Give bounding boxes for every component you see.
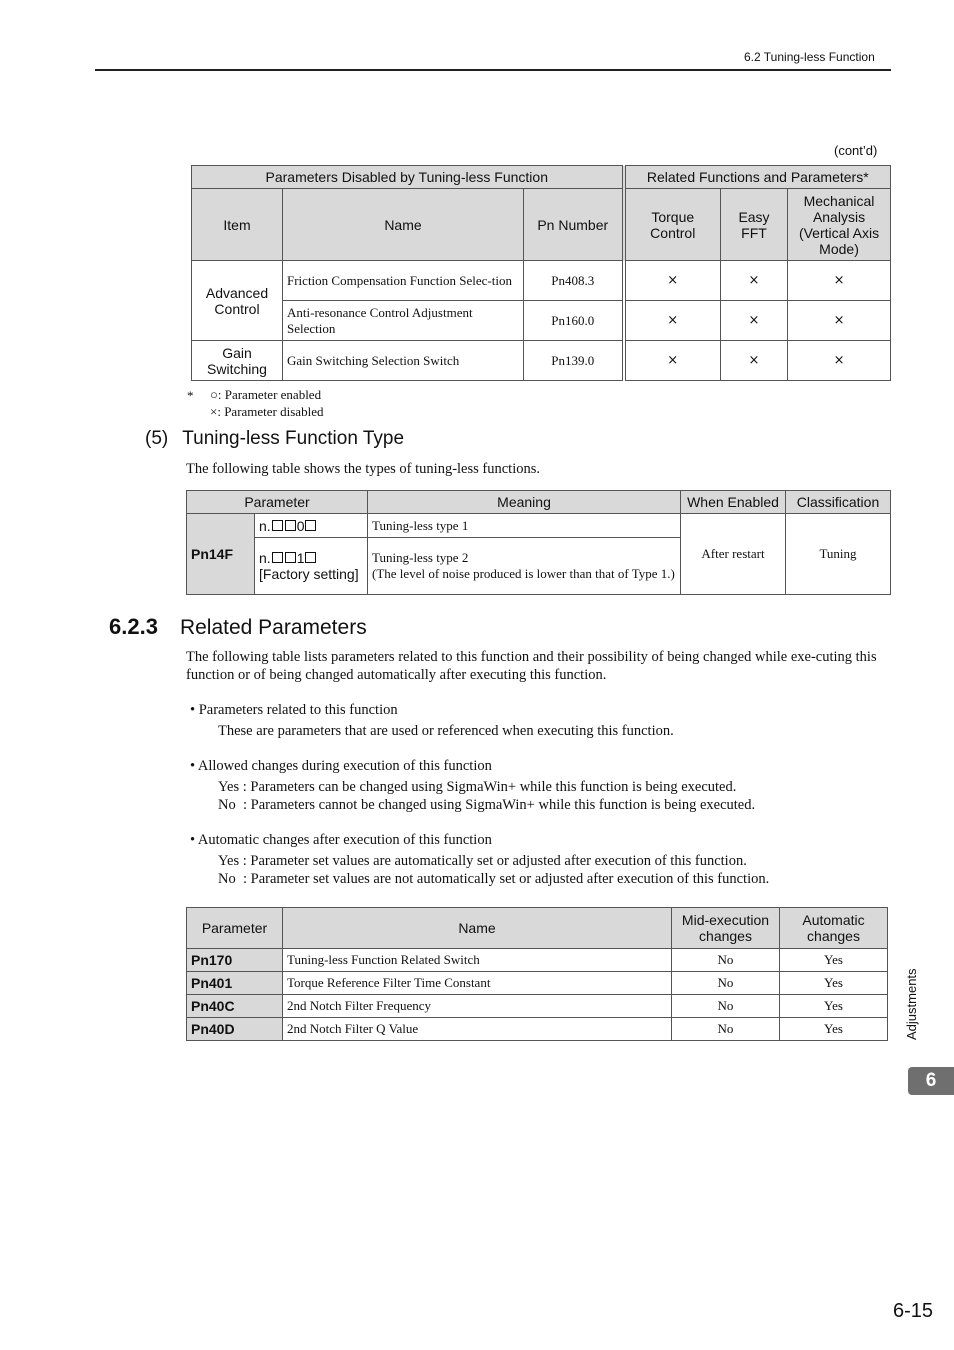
mark-cell: × xyxy=(721,261,788,301)
section-heading xyxy=(109,614,367,640)
section-title: Related Parameters xyxy=(179,616,367,639)
bullet-text: No : Parameters cannot be changed using SigmaWin+ while this function is being executed. xyxy=(218,797,756,813)
meaning-cell: Tuning-less type 1 xyxy=(368,514,681,538)
mark-cell: × xyxy=(624,341,721,381)
footnote-marker: * xyxy=(187,388,194,403)
section-number: 6.2.3 xyxy=(109,614,158,639)
mark-cell: × xyxy=(788,261,891,301)
bullet-heading: • Allowed changes during execution of this function xyxy=(190,758,492,774)
automatic-cell: Yes xyxy=(780,972,888,995)
col-header-mechanical-analysis: Mechanical Analysis (Vertical Axis Mode) xyxy=(788,189,891,261)
automatic-cell: Yes xyxy=(780,949,888,972)
mark-cell: × xyxy=(721,301,788,341)
mark-cell: × xyxy=(788,301,891,341)
table-row xyxy=(187,1018,888,1041)
section-intro: The following table shows the types of tuning-less functions. xyxy=(186,461,540,477)
parameter-cell: Pn40C xyxy=(187,995,283,1018)
col-header-torque-control: Torque Control xyxy=(624,189,721,261)
table-row xyxy=(192,341,891,381)
table-row xyxy=(187,995,888,1018)
name-cell: 2nd Notch Filter Frequency xyxy=(283,995,672,1018)
mid-execution-cell: No xyxy=(672,995,780,1018)
section-intro: The following table lists parameters related to this function and their possibility of being changed while exe-cuting this function or of being changed automatically after executing this function. xyxy=(186,649,877,683)
mid-execution-cell: No xyxy=(672,949,780,972)
disabled-parameters-table xyxy=(191,165,891,381)
table-row xyxy=(187,972,888,995)
table-row xyxy=(192,261,891,301)
setting-code: n. 1 [Factory setting] xyxy=(255,538,368,595)
mark-cell: × xyxy=(624,301,721,341)
col-header-parameter: Parameter xyxy=(187,491,368,514)
parameter-cell: Pn14F xyxy=(187,514,255,595)
col-header-meaning: Meaning xyxy=(368,491,681,514)
meaning-cell: Tuning-less type 2 (The level of noise produced is lower than that of Type 1.) xyxy=(368,538,681,595)
col-header-when-enabled: When Enabled xyxy=(681,491,786,514)
classification-cell: Tuning xyxy=(786,514,891,595)
item-cell: Gain Switching xyxy=(192,341,283,381)
section-heading xyxy=(145,428,404,450)
name-cell: Gain Switching Selection Switch xyxy=(283,341,524,381)
name-cell: Torque Reference Filter Time Constant xyxy=(283,972,672,995)
pn-cell: Pn139.0 xyxy=(524,341,624,381)
bullet-heading: • Parameters related to this function xyxy=(190,702,398,718)
mark-cell: × xyxy=(721,341,788,381)
tuning-less-type-table xyxy=(186,490,891,595)
automatic-cell: Yes xyxy=(780,995,888,1018)
parameter-cell: Pn40D xyxy=(187,1018,283,1041)
chapter-tab: 6 xyxy=(908,1067,954,1095)
setting-code: n. 0 xyxy=(255,514,368,538)
parameter-cell: Pn401 xyxy=(187,972,283,995)
bullet-text: Yes : Parameters can be changed using SigmaWin+ while this function is being executed. xyxy=(218,779,737,795)
pn-cell: Pn160.0 xyxy=(524,301,624,341)
col-header-name: Name xyxy=(283,908,672,949)
pn-cell: Pn408.3 xyxy=(524,261,624,301)
header-rule xyxy=(95,69,891,71)
col-header-easy-fft: Easy FFT xyxy=(721,189,788,261)
group-header-disabled: Parameters Disabled by Tuning-less Function xyxy=(192,166,624,189)
table-row xyxy=(187,514,891,538)
col-header-mid-execution: Mid-execution changes xyxy=(672,908,780,949)
parameter-cell: Pn170 xyxy=(187,949,283,972)
footnote-disabled: ×: Parameter disabled xyxy=(210,404,324,419)
col-header-classification: Classification xyxy=(786,491,891,514)
item-cell: Advanced Control xyxy=(192,261,283,341)
col-header-pn-number: Pn Number xyxy=(524,189,624,261)
mark-cell: × xyxy=(624,261,721,301)
name-cell: 2nd Notch Filter Q Value xyxy=(283,1018,672,1041)
automatic-cell: Yes xyxy=(780,1018,888,1041)
chapter-side-label: Adjustments xyxy=(904,968,919,1040)
col-header-name: Name xyxy=(283,189,524,261)
page-number: 6-15 xyxy=(893,1300,934,1322)
bullet-heading: • Automatic changes after execution of this function xyxy=(190,832,492,848)
table-row xyxy=(187,949,888,972)
related-parameters-table xyxy=(186,907,888,1041)
col-header-parameter: Parameter xyxy=(187,908,283,949)
col-header-automatic: Automatic changes xyxy=(780,908,888,949)
section-number: (5) xyxy=(145,428,169,449)
running-header: 6.2 Tuning-less Function xyxy=(744,50,875,64)
bullet-text: No : Parameter set values are not automatically set or adjusted after execution of this function. xyxy=(218,871,770,887)
name-cell: Friction Compensation Function Selec-tion xyxy=(283,261,524,301)
mid-execution-cell: No xyxy=(672,1018,780,1041)
bullet-text: Yes : Parameter set values are automatically set or adjusted after execution of this function. xyxy=(218,853,747,869)
table-row xyxy=(192,301,891,341)
col-header-item: Item xyxy=(192,189,283,261)
name-cell: Anti-resonance Control Adjustment Selection xyxy=(283,301,524,341)
footnote-enabled: ○: Parameter enabled xyxy=(210,387,322,402)
contd-label: (cont’d) xyxy=(834,143,878,158)
mark-cell: × xyxy=(788,341,891,381)
group-header-related: Related Functions and Parameters* xyxy=(624,166,891,189)
section-title: Tuning-less Function Type xyxy=(182,428,405,449)
bullet-text: These are parameters that are used or referenced when executing this function. xyxy=(218,723,674,739)
name-cell: Tuning-less Function Related Switch xyxy=(283,949,672,972)
mid-execution-cell: No xyxy=(672,972,780,995)
when-enabled-cell: After restart xyxy=(681,514,786,595)
